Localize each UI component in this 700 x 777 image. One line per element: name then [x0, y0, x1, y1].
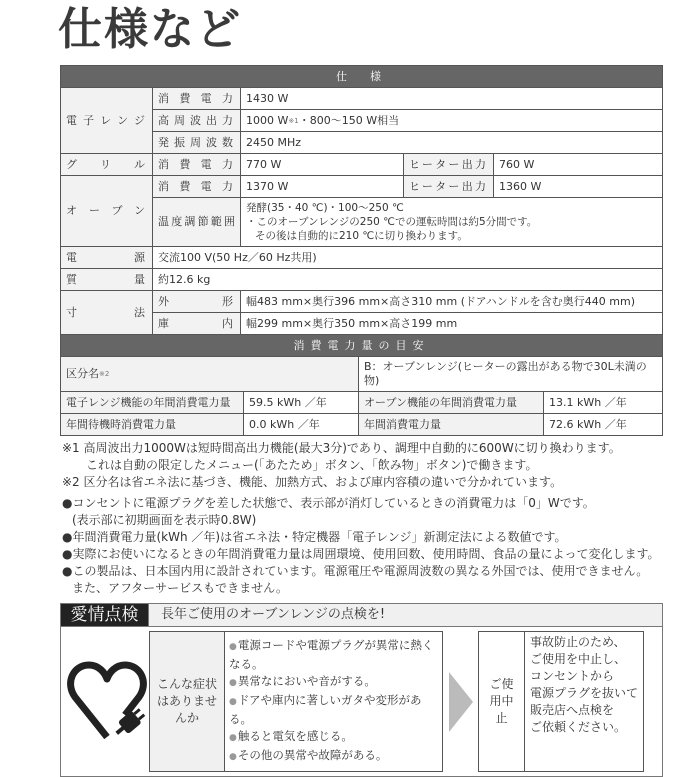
oven-energy: 13.1 kWh ／年 — [544, 392, 663, 414]
grill-heater-label: ヒーター出力 — [404, 154, 494, 176]
standby-energy-label: 年間待機時消費電力量 — [61, 414, 244, 436]
total-energy: 72.6 kWh ／年 — [544, 414, 663, 436]
spec-table — [60, 65, 663, 335]
question-box: こんな症状はありませんか — [149, 631, 225, 772]
care-heading: 長年ご使用のオーブンレンジの点検を! — [148, 604, 662, 626]
action-line: ご依頼ください。 — [530, 720, 627, 734]
spec-header: 仕 様 — [61, 66, 663, 88]
category-label-text: 区分名 — [66, 367, 99, 380]
page-title: 仕様など — [58, 4, 242, 55]
symptom-item: ● 電源コードや電源プラグが異常に熱くなる。 — [229, 637, 438, 673]
oven-power: 1370 W — [241, 176, 404, 198]
action-line: コンセントから — [530, 669, 615, 683]
action-line: 電源プラグを抜いて — [530, 686, 639, 700]
note: ●年間消費電力量(kWh ／年)は省エネ法・特定機器「電子レンジ」新測定法による数値です。 — [62, 530, 567, 544]
footnote-ref: ※2 — [99, 370, 110, 378]
temp-line: ・このオーブンレンジの250 ℃での運転時間は約5分間です。 — [246, 216, 538, 228]
microwave-label: 電子レンジ — [61, 88, 153, 154]
oven-energy-label: オーブン機能の年間消費電力量 — [359, 392, 544, 414]
standby-energy: 0.0 kWh ／年 — [244, 414, 359, 436]
note: また、アフターサービスもできません。 — [72, 581, 288, 595]
dims-inner-label: 庫内 — [153, 313, 241, 335]
footnote-ref: ※1 — [288, 116, 299, 125]
dims-inner: 幅299 mm×奥行350 mm×高さ199 mm — [241, 313, 663, 335]
mw-power-label: 消費電力 — [153, 88, 241, 110]
oven-temp-label: 温度調節範囲 — [153, 198, 241, 247]
arrow-right-icon — [449, 672, 473, 732]
mw-freq-label: 発振周波数 — [153, 132, 241, 154]
care-body — [61, 627, 662, 776]
oven-power-label: 消費電力 — [153, 176, 241, 198]
arrow-cell — [443, 631, 478, 772]
care-header-row — [61, 604, 662, 627]
mw-output-value: 1000 W — [246, 113, 289, 127]
grill-heater: 760 W — [494, 154, 663, 176]
heart-plug-icon — [65, 631, 149, 772]
action-line: ご使用を中止し、 — [530, 652, 627, 666]
stop-use-box: ご使用中止 — [478, 631, 525, 772]
energy-table — [60, 334, 663, 436]
mw-output — [241, 110, 663, 132]
care-tag: 愛情点検 — [61, 604, 148, 626]
note: ●実際にお使いになるときの年間消費電力量は周囲環境、使用回数、使用時間、食品の量によって変化します。 — [62, 547, 660, 561]
mw-output-rest: ・800〜150 W相当 — [298, 113, 400, 127]
dims-outer-label: 外形 — [153, 291, 241, 313]
mw-energy: 59.5 kWh ／年 — [244, 392, 359, 414]
note: ※1 高周波出力1000Wは短時間高出力機能(最大3分)であり、調理中自動的に600Wに切り換わります。 — [62, 441, 621, 455]
energy-header: 消費電力量の目安 — [61, 335, 663, 357]
action-line: 販売店へ点検を — [530, 703, 615, 717]
mw-output-label: 高周波出力 — [153, 110, 241, 132]
note: ●コンセントに電源プラグを差した状態で、表示部が消灯しているときの消費電力は「0」Wです。 — [62, 496, 595, 510]
grill-label: グリル — [61, 154, 153, 176]
mass-label: 質量 — [61, 269, 153, 291]
care-check-panel — [60, 603, 663, 777]
dims-outer: 幅483 mm×奥行396 mm×高さ310 mm (ドアハンドルを含む奥行440 mm) — [241, 291, 663, 313]
note: ※2 区分名は省エネ法に基づき、機能、加熱方式、および庫内容積の違いで分かれています。 — [62, 475, 563, 489]
dims-label: 寸法 — [61, 291, 153, 335]
footnotes — [60, 440, 663, 597]
grill-power: 770 W — [241, 154, 404, 176]
symptom-item: ● 触ると電気を感じる。 — [229, 728, 438, 747]
symptom-item: ● ドアや庫内に著しいガタや変形がある。 — [229, 692, 438, 728]
category: B：オーブンレンジ(ヒーターの露出がある物で30L未満の物) — [359, 357, 663, 392]
mass: 約12.6 kg — [153, 269, 663, 291]
action-line: 事故防止のため、 — [530, 635, 626, 649]
oven-temp — [241, 198, 663, 247]
symptom-item: ● 異常なにおいや音がする。 — [229, 673, 438, 692]
power-source-label: 電源 — [61, 247, 153, 269]
note: これは自動の限定したメニュー(「あたため」ボタン、「飲み物」ボタン)で働きます。 — [86, 458, 538, 472]
note: ●この製品は、日本国内用に設計されています。電源電圧や電源周波数の異なる外国では、使用できません。 — [62, 564, 649, 578]
symptom-list — [225, 631, 443, 772]
oven-label: オーブン — [61, 176, 153, 247]
note: (表示部に初期画面を表示時0.8W) — [72, 513, 257, 527]
temp-line: 発酵(35・40 ℃)・100〜250 ℃ — [246, 202, 404, 214]
power-source: 交流100 V(50 Hz／60 Hz共用) — [153, 247, 663, 269]
temp-line: その後は自動的に210 ℃に切り換わります。 — [255, 230, 468, 242]
grill-power-label: 消費電力 — [153, 154, 241, 176]
oven-heater-label: ヒーター出力 — [404, 176, 494, 198]
mw-freq: 2450 MHz — [241, 132, 663, 154]
mw-power: 1430 W — [241, 88, 663, 110]
action-box — [525, 631, 644, 772]
total-energy-label: 年間消費電力量 — [359, 414, 544, 436]
category-label — [61, 357, 359, 392]
symptom-item: ● その他の異常や故障がある。 — [229, 747, 438, 766]
mw-energy-label: 電子レンジ機能の年間消費電力量 — [61, 392, 244, 414]
page — [60, 0, 663, 777]
oven-heater: 1360 W — [494, 176, 663, 198]
